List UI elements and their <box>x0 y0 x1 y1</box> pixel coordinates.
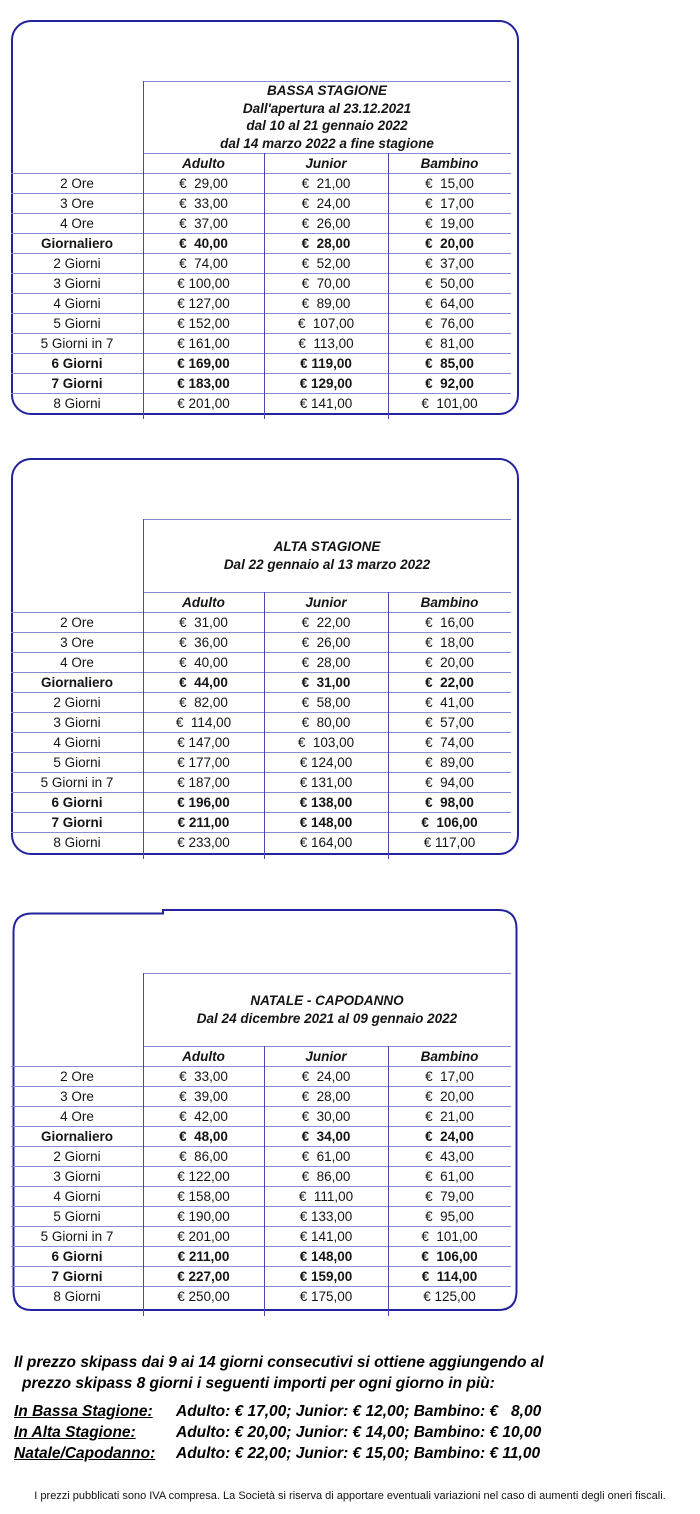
price-cell-bambino: € 101,00 <box>421 1229 478 1244</box>
price-cell-adulto: € 211,00 <box>177 1249 230 1264</box>
price-cell-adulto: € 152,00 <box>177 316 230 331</box>
price-cell-adulto: € 196,00 <box>177 795 230 810</box>
table-row <box>11 652 511 672</box>
price-cell-junior: € 141,00 <box>299 396 353 411</box>
table-row <box>11 1086 511 1106</box>
column-line <box>264 1046 265 1316</box>
row-label-cell: 2 Ore <box>60 615 94 630</box>
column-header-row <box>143 153 511 173</box>
price-cell-junior: € 107,00 <box>297 316 355 331</box>
table-row <box>11 632 511 652</box>
column-header-bambino: Bambino <box>420 155 479 171</box>
table-row <box>11 832 511 852</box>
table-row <box>11 273 511 293</box>
supplement-row <box>14 1401 684 1422</box>
table-row <box>11 692 511 712</box>
per-day-supplements <box>14 1401 684 1464</box>
table-subtitle: Dall'apertura al 23.12.2021 <box>242 100 412 116</box>
table-row <box>11 1126 511 1146</box>
column-line <box>143 973 144 1316</box>
row-label-cell: 6 Giorni <box>51 1249 103 1264</box>
table-row <box>11 1266 511 1286</box>
row-label-cell: 3 Giorni <box>53 276 101 291</box>
price-cell-junior: € 103,00 <box>297 735 355 750</box>
price-cell-bambino: € 98,00 <box>425 795 474 810</box>
price-cell-bambino: € 20,00 <box>425 236 474 251</box>
price-cell-junior: € 52,00 <box>301 256 351 271</box>
price-cell-bambino: € 61,00 <box>425 1169 474 1184</box>
row-label-cell: 2 Giorni <box>53 256 101 271</box>
price-cell-bambino: € 37,00 <box>425 256 474 271</box>
row-label-cell: 5 Giorni <box>53 316 101 331</box>
row-label-cell: 2 Giorni <box>53 695 101 710</box>
table-row <box>11 253 511 273</box>
table-row <box>11 313 511 333</box>
row-label-cell: 4 Ore <box>60 1109 94 1124</box>
table-row <box>11 752 511 772</box>
price-cell-adulto: € 100,00 <box>177 276 230 291</box>
price-cell-junior: € 28,00 <box>301 1089 351 1104</box>
row-label-cell: Giornaliero <box>40 675 113 690</box>
supplement-label: In Alta Stagione: <box>14 1424 136 1441</box>
price-cell-bambino: € 24,00 <box>425 1129 474 1144</box>
price-cell-bambino: € 64,00 <box>425 296 474 311</box>
row-label-cell: 6 Giorni <box>51 356 103 371</box>
column-header-bambino: Bambino <box>420 594 479 610</box>
price-cell-junior: € 131,00 <box>299 775 353 790</box>
price-cell-adulto: € 177,00 <box>177 755 230 770</box>
price-cell-bambino: € 85,00 <box>425 356 474 371</box>
price-cell-bambino: € 41,00 <box>425 695 474 710</box>
price-cell-adulto: € 190,00 <box>177 1209 230 1224</box>
table-row <box>11 612 511 632</box>
price-cell-junior: € 113,00 <box>298 336 354 351</box>
table-row <box>11 193 511 213</box>
row-label-cell: 6 Giorni <box>51 795 103 810</box>
price-cell-junior: € 28,00 <box>301 236 351 251</box>
table-row <box>11 672 511 692</box>
row-label-cell: 3 Ore <box>60 196 94 211</box>
price-cell-adulto: € 48,00 <box>179 1129 228 1144</box>
price-cell-adulto: € 39,00 <box>179 1089 228 1104</box>
table-title-area <box>143 973 511 1046</box>
price-cell-bambino: € 81,00 <box>425 336 474 351</box>
note-line: prezzo skipass 8 giorni i seguenti importi per ogni giorno in più: <box>22 1375 495 1392</box>
price-cell-junior: € 141,00 <box>299 1229 353 1244</box>
column-line <box>388 1046 389 1316</box>
table-subtitle: Dal 22 gennaio al 13 marzo 2022 <box>223 556 431 572</box>
price-cell-junior: € 89,00 <box>301 296 351 311</box>
price-cell-junior: € 164,00 <box>299 835 353 850</box>
price-cell-junior: € 159,00 <box>299 1269 353 1284</box>
price-cell-bambino: € 95,00 <box>425 1209 474 1224</box>
price-cell-junior: € 124,00 <box>299 755 353 770</box>
price-cell-adulto: € 33,00 <box>179 1069 228 1084</box>
note-line: Il prezzo skipass dai 9 ai 14 giorni consecutivi si ottiene aggiungendo al <box>14 1354 544 1371</box>
row-label-cell: 4 Ore <box>60 655 94 670</box>
multi-day-note <box>14 1352 674 1394</box>
vat-disclaimer: I prezzi pubblicati sono IVA compresa. La Società si riserva di apportare eventuali variazioni nel caso di aumenti degli oneri fiscali. <box>34 1490 666 1502</box>
price-cell-junior: € 30,00 <box>301 1109 351 1124</box>
table-title: NATALE - CAPODANNO <box>250 993 404 1008</box>
table-row <box>11 293 511 313</box>
table-row <box>11 373 511 393</box>
supplement-label: Natale/Capodanno: <box>14 1445 156 1462</box>
column-header-bambino: Bambino <box>420 1048 479 1064</box>
column-header-adulto: Adulto <box>182 155 225 171</box>
price-cell-adulto: € 169,00 <box>177 356 230 371</box>
price-cell-bambino: € 15,00 <box>425 176 474 191</box>
price-cell-junior: € 22,00 <box>301 615 351 630</box>
price-cell-adulto: € 201,00 <box>177 1229 230 1244</box>
price-cell-junior: € 111,00 <box>298 1189 354 1204</box>
price-cell-junior: € 28,00 <box>301 655 351 670</box>
table-row <box>11 1226 511 1246</box>
table-row <box>11 1246 511 1266</box>
price-cell-junior: € 70,00 <box>301 276 351 291</box>
table-subtitle: Dal 24 dicembre 2021 al 09 gennaio 2022 <box>196 1010 458 1026</box>
supplement-values: Adulto: € 22,00; Junior: € 15,00; Bambino: € 11,00 <box>176 1445 541 1462</box>
price-cell-adulto: € 42,00 <box>179 1109 228 1124</box>
row-label-cell: Giornaliero <box>40 236 113 251</box>
row-label-cell: 4 Giorni <box>53 735 101 750</box>
supplement-label: In Bassa Stagione: <box>14 1403 153 1420</box>
price-cell-bambino: € 79,00 <box>425 1189 474 1204</box>
row-label-cell: 3 Ore <box>60 1089 94 1104</box>
table-subtitle: dal 14 marzo 2022 a fine stagione <box>220 135 434 151</box>
table-row <box>11 792 511 812</box>
table-row <box>11 393 511 413</box>
column-line <box>264 153 265 419</box>
price-cell-bambino: € 19,00 <box>425 216 474 231</box>
row-label-cell: 7 Giorni <box>51 1269 103 1284</box>
price-table-bassa-stagione <box>11 20 519 415</box>
row-label-cell: 5 Giorni in 7 <box>40 336 114 351</box>
row-label-cell: 4 Ore <box>60 216 94 231</box>
price-cell-bambino: € 18,00 <box>425 635 474 650</box>
column-header-junior: Junior <box>305 594 347 610</box>
price-cell-adulto: € 40,00 <box>179 655 228 670</box>
price-cell-junior: € 119,00 <box>300 356 352 371</box>
price-cell-junior: € 129,00 <box>299 376 353 391</box>
price-cell-adulto: € 74,00 <box>179 256 228 271</box>
price-cell-adulto: € 227,00 <box>177 1269 230 1284</box>
price-cell-bambino: € 114,00 <box>421 1269 478 1284</box>
price-cell-adulto: € 127,00 <box>177 296 230 311</box>
price-cell-junior: € 34,00 <box>301 1129 351 1144</box>
column-line <box>264 592 265 859</box>
price-cell-junior: € 26,00 <box>301 635 351 650</box>
table-title: BASSA STAGIONE <box>266 83 387 98</box>
price-cell-bambino: € 125,00 <box>423 1289 476 1304</box>
table-title-area <box>143 81 511 153</box>
price-cell-junior: € 24,00 <box>301 196 351 211</box>
supplement-row <box>14 1443 684 1464</box>
column-line <box>143 519 144 859</box>
price-cell-bambino: € 94,00 <box>425 775 474 790</box>
price-cell-bambino: € 117,00 <box>423 835 476 850</box>
table-row <box>11 233 511 253</box>
price-cell-adulto: € 183,00 <box>177 376 230 391</box>
price-cell-adulto: € 158,00 <box>177 1189 230 1204</box>
price-cell-junior: € 138,00 <box>299 795 353 810</box>
column-header-junior: Junior <box>305 155 347 171</box>
row-label-cell: 5 Giorni <box>53 755 101 770</box>
price-table-natale-capodanno <box>11 908 519 1312</box>
price-cell-adulto: € 37,00 <box>179 216 228 231</box>
price-rows <box>11 1066 511 1306</box>
row-label-cell: 8 Giorni <box>53 396 101 411</box>
price-cell-adulto: € 86,00 <box>179 1149 228 1164</box>
row-label-cell: 2 Ore <box>60 1069 94 1084</box>
supplement-values: Adulto: € 20,00; Junior: € 14,00; Bambino: € 10,00 <box>176 1424 542 1441</box>
price-cell-bambino: € 106,00 <box>421 815 478 830</box>
table-subtitle: dal 10 al 21 gennaio 2022 <box>246 118 408 133</box>
table-title-area <box>143 519 511 592</box>
price-cell-junior: € 148,00 <box>299 815 353 830</box>
column-header-row <box>143 1046 511 1066</box>
row-label-cell: 7 Giorni <box>51 815 103 830</box>
table-row <box>11 712 511 732</box>
price-cell-bambino: € 21,00 <box>425 1109 474 1124</box>
table-row <box>11 1066 511 1086</box>
price-cell-bambino: € 106,00 <box>421 1249 478 1264</box>
column-line <box>143 81 144 419</box>
price-rows <box>11 612 511 852</box>
table-row <box>11 1286 511 1306</box>
price-cell-bambino: € 101,00 <box>421 396 478 411</box>
table-row <box>11 353 511 373</box>
row-label-cell: 5 Giorni in 7 <box>40 1229 114 1244</box>
table-row <box>11 1206 511 1226</box>
price-cell-junior: € 61,00 <box>301 1149 351 1164</box>
column-header-adulto: Adulto <box>182 1048 225 1064</box>
price-cell-junior: € 26,00 <box>301 216 351 231</box>
table-row <box>11 732 511 752</box>
price-cell-adulto: € 250,00 <box>177 1289 230 1304</box>
row-label-cell: 4 Giorni <box>53 1189 101 1204</box>
price-cell-junior: € 175,00 <box>299 1289 353 1304</box>
price-cell-junior: € 86,00 <box>301 1169 351 1184</box>
row-label-cell: 8 Giorni <box>53 1289 101 1304</box>
column-line <box>388 153 389 419</box>
price-cell-adulto: € 40,00 <box>179 236 228 251</box>
table-row <box>11 1186 511 1206</box>
price-cell-junior: € 21,00 <box>301 176 351 191</box>
price-cell-bambino: € 76,00 <box>425 316 474 331</box>
price-cell-junior: € 31,00 <box>301 675 351 690</box>
supplement-values: Adulto: € 17,00; Junior: € 12,00; Bambino: € 8,00 <box>176 1403 542 1420</box>
price-cell-adulto: € 211,00 <box>177 815 230 830</box>
price-cell-adulto: € 31,00 <box>179 615 228 630</box>
price-cell-junior: € 148,00 <box>299 1249 353 1264</box>
price-cell-bambino: € 50,00 <box>425 276 474 291</box>
price-cell-adulto: € 82,00 <box>179 695 228 710</box>
price-cell-adulto: € 114,00 <box>175 715 232 730</box>
table-row <box>11 333 511 353</box>
row-label-cell: 2 Giorni <box>53 1149 101 1164</box>
price-cell-bambino: € 20,00 <box>425 655 474 670</box>
row-label-cell: 8 Giorni <box>53 835 101 850</box>
price-table-alta-stagione <box>11 458 519 855</box>
price-cell-adulto: € 122,00 <box>177 1169 230 1184</box>
column-header-row <box>143 592 511 612</box>
price-cell-adulto: € 147,00 <box>177 735 230 750</box>
table-row <box>11 1106 511 1126</box>
row-label-cell: 7 Giorni <box>51 376 103 391</box>
price-cell-bambino: € 57,00 <box>425 715 474 730</box>
table-row <box>11 213 511 233</box>
row-label-cell: 5 Giorni in 7 <box>40 775 114 790</box>
table-title: ALTA STAGIONE <box>273 539 381 554</box>
price-cell-junior: € 133,00 <box>299 1209 353 1224</box>
row-label-cell: 3 Giorni <box>53 715 101 730</box>
price-cell-bambino: € 74,00 <box>425 735 474 750</box>
price-cell-bambino: € 16,00 <box>425 615 474 630</box>
table-row <box>11 173 511 193</box>
price-cell-adulto: € 201,00 <box>177 396 230 411</box>
price-cell-adulto: € 161,00 <box>177 336 230 351</box>
row-label-cell: 5 Giorni <box>53 1209 101 1224</box>
table-row <box>11 1166 511 1186</box>
row-label-cell: 4 Giorni <box>53 296 101 311</box>
price-cell-bambino: € 43,00 <box>425 1149 474 1164</box>
column-line <box>388 592 389 859</box>
price-cell-adulto: € 36,00 <box>179 635 228 650</box>
price-cell-bambino: € 17,00 <box>425 196 474 211</box>
price-cell-junior: € 80,00 <box>301 715 351 730</box>
price-cell-bambino: € 89,00 <box>425 755 474 770</box>
price-cell-adulto: € 29,00 <box>179 176 228 191</box>
row-label-cell: 3 Giorni <box>53 1169 101 1184</box>
table-row <box>11 772 511 792</box>
price-rows <box>11 173 511 413</box>
table-row <box>11 812 511 832</box>
row-label-cell: Giornaliero <box>40 1129 113 1144</box>
row-label-cell: 2 Ore <box>60 176 94 191</box>
price-cell-adulto: € 44,00 <box>179 675 228 690</box>
row-label-cell: 3 Ore <box>60 635 94 650</box>
column-header-adulto: Adulto <box>182 594 225 610</box>
price-cell-bambino: € 17,00 <box>425 1069 474 1084</box>
price-cell-junior: € 58,00 <box>301 695 351 710</box>
price-cell-adulto: € 33,00 <box>179 196 228 211</box>
price-cell-adulto: € 187,00 <box>177 775 230 790</box>
price-cell-junior: € 24,00 <box>301 1069 351 1084</box>
price-cell-bambino: € 22,00 <box>425 675 474 690</box>
column-header-junior: Junior <box>305 1048 347 1064</box>
supplement-row <box>14 1422 684 1443</box>
table-row <box>11 1146 511 1166</box>
price-cell-bambino: € 20,00 <box>425 1089 474 1104</box>
price-cell-bambino: € 92,00 <box>425 376 474 391</box>
price-cell-adulto: € 233,00 <box>177 835 230 850</box>
